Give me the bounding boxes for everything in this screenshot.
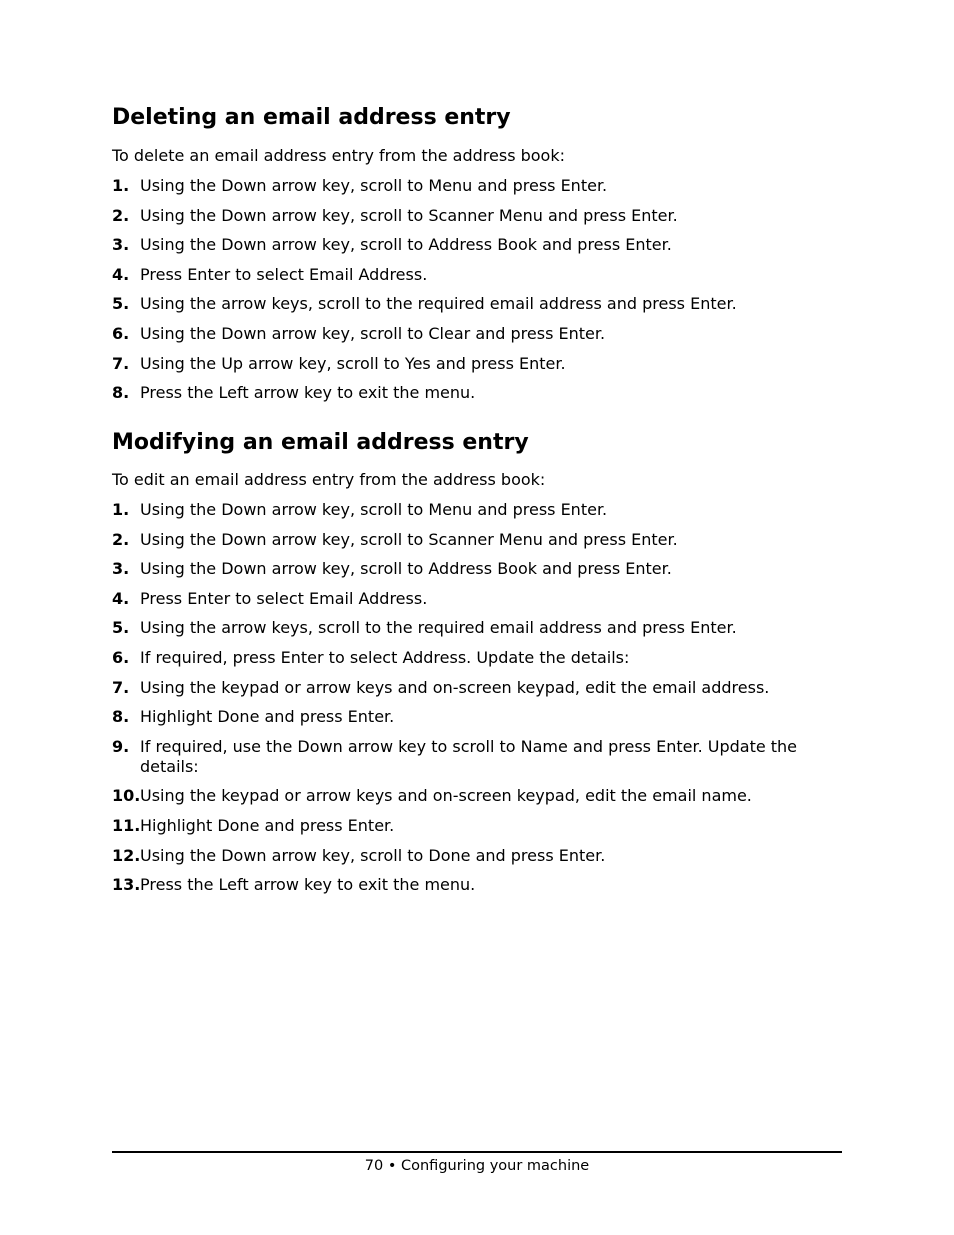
step-text: Using the Down arrow key, scroll to Menu and press Enter. <box>140 176 608 195</box>
section-intro-modifying: To edit an email address entry from the address book: <box>112 470 546 489</box>
step-number: 11. <box>112 815 141 835</box>
step-number: 6. <box>112 647 130 667</box>
list-item <box>112 265 842 295</box>
list-item <box>112 875 842 905</box>
step-number: 2. <box>112 529 130 549</box>
step-text: Highlight Done and press Enter. <box>140 815 395 835</box>
step-text: If required, use the Down arrow key to scroll to Name and press Enter. Update the details: <box>140 736 798 776</box>
step-number: 1. <box>112 500 130 519</box>
list-item <box>112 678 842 708</box>
list-item <box>112 206 842 236</box>
list-item <box>112 530 842 560</box>
list-item <box>112 500 842 530</box>
list-item <box>112 816 842 846</box>
step-text: Press the Left arrow key to exit the menu. <box>140 875 476 895</box>
step-text: Using the Down arrow key, scroll to Done and press Enter. <box>140 845 606 865</box>
step-number: 3. <box>112 235 130 255</box>
step-text: Using the Down arrow key, scroll to Scanner Menu and press Enter. <box>140 205 678 225</box>
step-text: Using the keypad or arrow keys and on-screen keypad, edit the email address. <box>140 677 770 697</box>
step-number: 4. <box>112 588 130 608</box>
step-text: Press Enter to select Email Address. <box>140 264 428 284</box>
section-title-modifying: Modifying an email address entry <box>112 430 529 455</box>
step-text: Using the Down arrow key, scroll to Address Book and press Enter. <box>140 235 672 255</box>
list-item <box>112 324 842 354</box>
step-text: Press the Left arrow key to exit the menu. <box>140 383 476 403</box>
steps-list-modifying <box>112 500 842 905</box>
list-item <box>112 559 842 589</box>
list-item <box>112 737 842 787</box>
step-number: 5. <box>112 294 130 314</box>
list-item <box>112 354 842 384</box>
steps-list-deleting <box>112 176 842 413</box>
step-text: Highlight Done and press Enter. <box>140 707 395 727</box>
chapter-title: Configuring your machine <box>401 1158 590 1174</box>
step-text: Using the arrow keys, scroll to the required email address and press Enter. <box>140 294 737 314</box>
step-text: Using the arrow keys, scroll to the required email address and press Enter. <box>140 618 737 638</box>
page-footer <box>112 1157 842 1175</box>
step-text: If required, press Enter to select Address. Update the details: <box>140 647 630 667</box>
step-number: 2. <box>112 205 130 225</box>
step-text: Using the Up arrow key, scroll to Yes and press Enter. <box>140 353 566 373</box>
step-text: Using the keypad or arrow keys and on-screen keypad, edit the email name. <box>140 786 752 806</box>
list-item <box>112 294 842 324</box>
list-item <box>112 235 842 265</box>
step-text: Press Enter to select Email Address. <box>140 588 428 608</box>
list-item <box>112 648 842 678</box>
step-number: 1. <box>112 176 130 195</box>
step-number: 13. <box>112 875 141 895</box>
list-item <box>112 786 842 816</box>
step-text: Using the Down arrow key, scroll to Menu and press Enter. <box>140 500 608 519</box>
step-number: 7. <box>112 677 130 697</box>
step-text: Using the Down arrow key, scroll to Scanner Menu and press Enter. <box>140 529 678 549</box>
step-number: 7. <box>112 353 130 373</box>
section-intro-deleting: To delete an email address entry from the address book: <box>112 146 565 165</box>
step-number: 8. <box>112 383 130 403</box>
page-number: 70 <box>364 1158 384 1174</box>
step-text: Using the Down arrow key, scroll to Address Book and press Enter. <box>140 559 672 579</box>
step-number: 3. <box>112 559 130 579</box>
list-item <box>112 846 842 876</box>
step-number: 6. <box>112 323 130 343</box>
footer-divider <box>112 1151 842 1153</box>
footer-separator: • <box>387 1158 397 1174</box>
step-number: 4. <box>112 264 130 284</box>
list-item <box>112 707 842 737</box>
list-item <box>112 383 842 413</box>
step-number: 12. <box>112 845 141 865</box>
step-number: 8. <box>112 707 130 727</box>
step-text: Using the Down arrow key, scroll to Clear and press Enter. <box>140 323 606 343</box>
list-item <box>112 176 842 206</box>
step-number: 5. <box>112 618 130 638</box>
section-title-deleting: Deleting an email address entry <box>112 105 511 130</box>
list-item <box>112 589 842 619</box>
step-number: 9. <box>112 736 130 756</box>
step-number: 10. <box>112 786 141 806</box>
list-item <box>112 618 842 648</box>
